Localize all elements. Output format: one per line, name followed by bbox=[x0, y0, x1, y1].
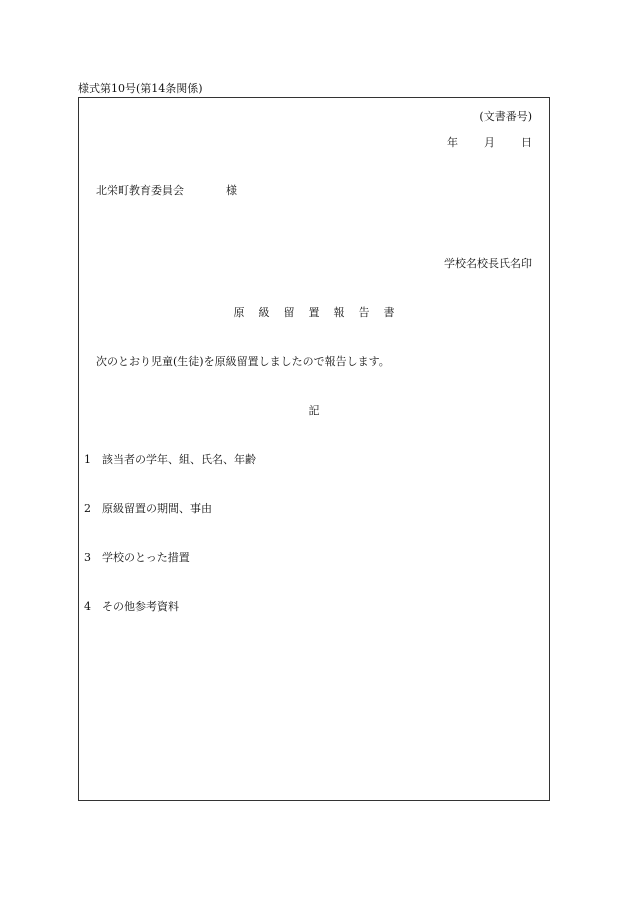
sender-principal: 学校名校長氏名印 bbox=[444, 257, 532, 270]
date-line bbox=[447, 134, 532, 150]
list-item bbox=[84, 549, 190, 565]
item-number: 2 bbox=[84, 502, 91, 515]
item-number: 3 bbox=[84, 551, 91, 564]
item-number: 4 bbox=[84, 600, 91, 613]
addressee bbox=[96, 182, 237, 198]
list-item bbox=[84, 500, 212, 516]
document-number: (文書番号) bbox=[479, 110, 532, 123]
item-text: その他参考資料 bbox=[102, 600, 179, 613]
report-form-frame bbox=[78, 97, 550, 801]
addressee-name: 北栄町教育委員会 bbox=[96, 184, 184, 197]
date-month: 月 bbox=[484, 136, 495, 149]
item-text: 該当者の学年、組、氏名、年齢 bbox=[102, 453, 256, 466]
date-year: 年 bbox=[447, 136, 458, 149]
item-text: 原級留置の期間、事由 bbox=[102, 502, 212, 515]
item-number: 1 bbox=[84, 453, 91, 466]
form-number-label: 様式第10号(第14条関係) bbox=[78, 82, 203, 95]
item-text: 学校のとった措置 bbox=[102, 551, 190, 564]
list-item bbox=[84, 598, 179, 614]
ki-heading: 記 bbox=[308, 404, 320, 417]
report-body-text: 次のとおり児童(生徒)を原級留置しましたので報告します。 bbox=[96, 355, 390, 368]
report-title: 原級留置報告書 bbox=[233, 306, 409, 319]
date-day: 日 bbox=[521, 136, 532, 149]
list-item bbox=[84, 451, 256, 467]
addressee-honorific: 様 bbox=[226, 184, 237, 197]
